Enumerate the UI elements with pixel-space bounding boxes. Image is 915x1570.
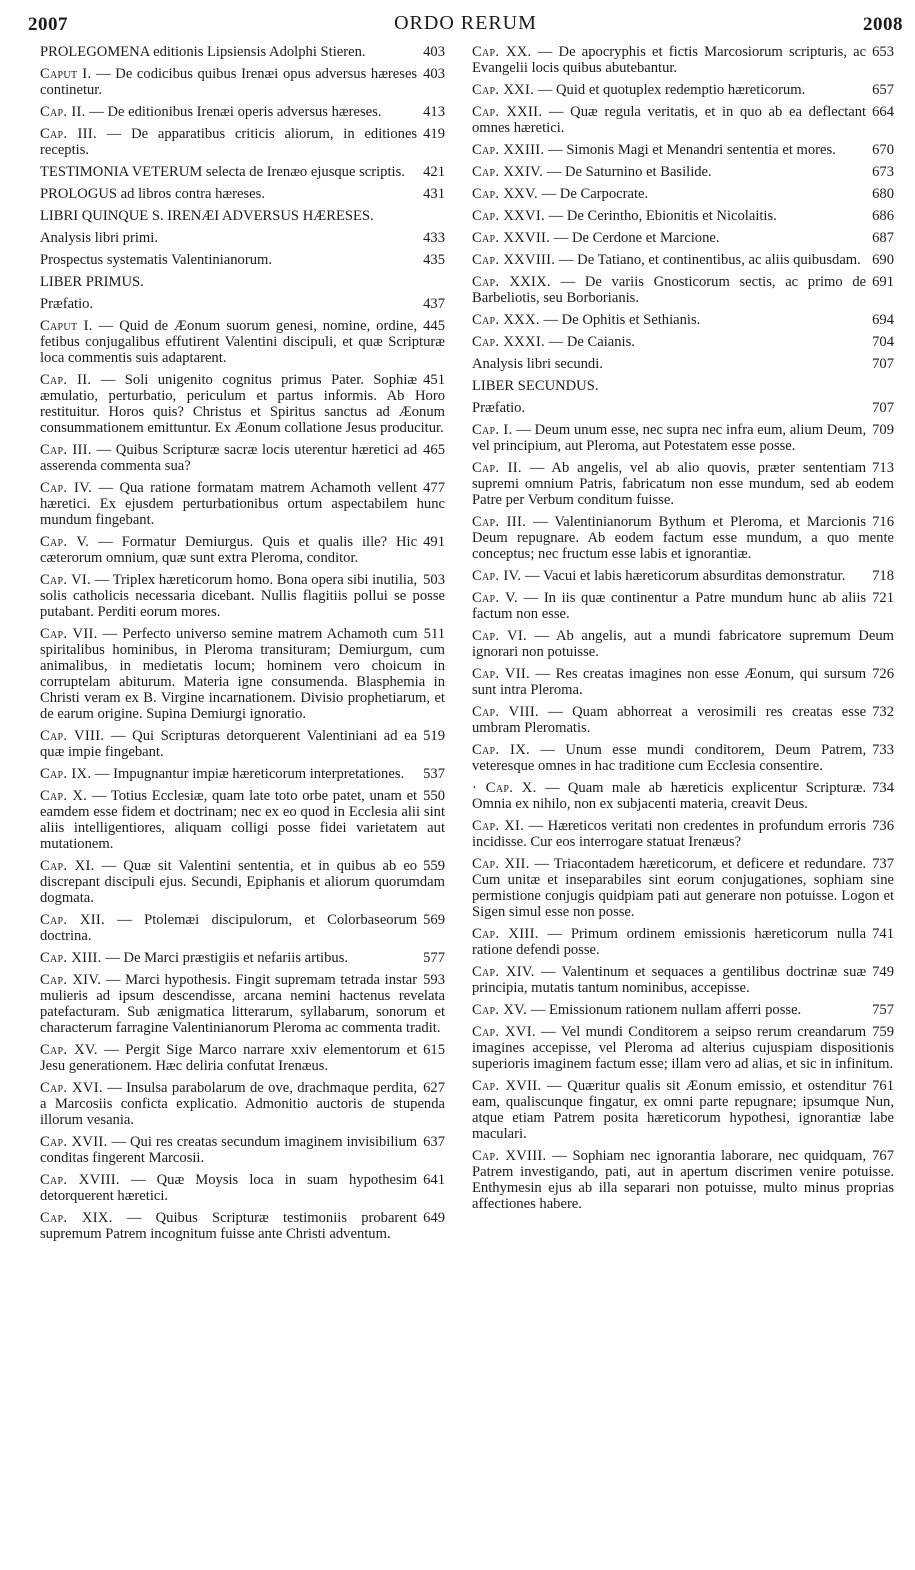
toc-entry — [40, 126, 445, 158]
chapter-label: Cap. XXIX. — [472, 274, 551, 290]
toc-entry — [40, 252, 445, 268]
chapter-title: — Hæreticos veritati non credentes in profundum erroris incidisse. Cur eos interrogare statuat Irenæus? — [472, 818, 867, 850]
toc-entry — [472, 666, 894, 698]
chapter-label: Cap. XIII. — [40, 950, 102, 966]
toc-page-ref: 593 — [423, 972, 445, 988]
toc-page-ref: 445 — [423, 318, 445, 334]
toc-entry — [40, 1172, 445, 1204]
toc-entry — [472, 1078, 894, 1142]
toc-page-ref: 670 — [872, 142, 894, 158]
chapter-title: — Ptolemæi discipulorum, et Colorbaseorum doctrina. — [40, 912, 418, 944]
chapter-title: — Vacui et labis hæreticorum absurditas demonstratur. — [525, 568, 846, 584]
right-page-number: 2008 — [863, 14, 903, 35]
chapter-title: TESTIMONIA VETERUM selecta de Irenæo ejusque scriptis. — [40, 164, 405, 180]
toc-entry — [472, 334, 894, 350]
chapter-label: Cap. II. — [40, 372, 92, 388]
right-column — [472, 44, 894, 1562]
toc-entry — [472, 208, 894, 224]
chapter-title: — Valentinum et sequaces a gentilibus doctrinæ suæ principia, mutatis tantum nominibus, accepisse. — [472, 964, 867, 996]
toc-page-ref: 759 — [872, 1024, 894, 1040]
toc-page-ref: 569 — [423, 912, 445, 928]
toc-entry — [40, 972, 445, 1036]
chapter-title: — Quæ regula veritatis, et in quo ab ea deflectant omnes hæretici. — [472, 104, 867, 136]
toc-entry — [40, 912, 445, 944]
chapter-title: — Quid de Æonum suorum genesi, nomine, ordine, fetibus conjugalibus effutirent Valentini discipuli, et quæ Scripturæ loca commentis suis adaptarent. — [40, 318, 445, 366]
toc-entry — [472, 186, 894, 202]
toc-page-ref: 726 — [872, 666, 894, 682]
toc-page-ref: 537 — [423, 766, 445, 782]
toc-entry — [472, 590, 894, 622]
toc-page-ref: 559 — [423, 858, 445, 874]
chapter-label: Cap. X. — [40, 788, 88, 804]
chapter-title: — De apocryphis et fictis Marcosiorum scripturis, ac Evangelii locis quibus abutebantur. — [472, 44, 867, 76]
chapter-title: — De Carpocrate. — [541, 186, 649, 202]
chapter-label: Cap. XXXI. — [472, 334, 545, 350]
toc-entry — [40, 442, 445, 474]
toc-page-ref: 649 — [423, 1210, 445, 1226]
toc-page-ref: 709 — [872, 422, 894, 438]
toc-entry — [472, 460, 894, 508]
chapter-title: — Emissionum rationem nullam afferri posse. — [530, 1002, 802, 1018]
toc-entry — [40, 296, 445, 312]
chapter-title: — Marci hypothesis. Fingit supremam tetrada instar mulieris ad ipsum descendisse, arcana nemini hactenus revelata patefacturam. Sub ænigmatica litterarum, syllabarum, sonorum et characterum farragine Valentinianorum Pleroma ac commenta tradit. — [40, 972, 445, 1036]
chapter-title: — De Caianis. — [548, 334, 635, 350]
toc-entry — [40, 950, 445, 966]
chapter-label: · Cap. X. — [472, 780, 537, 796]
chapter-title: Analysis libri secundi. — [472, 356, 603, 372]
chapter-label: Cap. XXVIII. — [472, 252, 556, 268]
toc-page-ref: 465 — [423, 442, 445, 458]
chapter-title: — Deum unum esse, nec supra nec infra eum, alium Deum, vel principium, aut Pleroma, aut Potestatem esse posse. — [472, 422, 867, 454]
chapter-label: Cap. V. — [40, 534, 90, 550]
toc-page-ref: 737 — [872, 856, 894, 872]
chapter-title: — De apparatibus criticis aliorum, in editiones receptis. — [40, 126, 418, 158]
chapter-label: Cap. XVII. — [40, 1134, 108, 1150]
chapter-label: Cap. III. — [40, 126, 97, 142]
toc-page-ref: 757 — [872, 1002, 894, 1018]
chapter-title: — Quam male ab hæreticis explicentur Scripturæ. Omnia ex nihilo, non ex subjacenti materia, creavit Deus. — [472, 780, 867, 812]
toc-entry — [40, 1210, 445, 1242]
chapter-title: — Pergit Sige Marco narrare xxiv elementorum et Jesu generationem. Hæc deliria confutat Irenæus. — [40, 1042, 418, 1074]
toc-entry — [40, 1134, 445, 1166]
running-title: ORDO RERUM — [394, 12, 537, 34]
toc-entry — [472, 628, 894, 660]
chapter-label: Cap. XVIII. — [472, 1148, 547, 1164]
chapter-title: Præfatio. — [472, 400, 526, 416]
chapter-label: Cap. XXII. — [472, 104, 543, 120]
chapter-title: — In iis quæ continentur a Patre mundum hunc ab aliis factum non esse. — [472, 590, 867, 622]
chapter-label: Cap. VIII. — [40, 728, 105, 744]
toc-entry — [40, 766, 445, 782]
chapter-label: Cap. XVI. — [40, 1080, 103, 1096]
chapter-title: — De codicibus quibus Irenæi opus adversus hæreses continetur. — [40, 66, 418, 98]
chapter-label: Cap. XIX. — [40, 1210, 113, 1226]
toc-entry — [472, 856, 894, 920]
toc-page-ref: 707 — [872, 356, 894, 372]
toc-page-ref: 732 — [872, 704, 894, 720]
toc-entry — [472, 514, 894, 562]
toc-entry — [472, 818, 894, 850]
chapter-label: Cap. XII. — [40, 912, 106, 928]
toc-entry — [40, 44, 445, 60]
toc-page-ref: 694 — [872, 312, 894, 328]
toc-page-ref: 550 — [423, 788, 445, 804]
chapter-label: Cap. VII. — [472, 666, 531, 682]
toc-entry — [40, 626, 445, 722]
chapter-label: Cap. XXVI. — [472, 208, 545, 224]
chapter-title: — Triplex hæreticorum homo. Bona opera sibi inutilia, solis catholicis necessaria dicebant. Nullis flagitiis pollui se posse putabant. Perditi eorum mores. — [40, 572, 445, 620]
chapter-label: Cap. III. — [472, 514, 527, 530]
toc-entry — [40, 104, 445, 120]
chapter-label: Cap. XVIII. — [40, 1172, 120, 1188]
chapter-title: LIBER PRIMUS. — [40, 274, 144, 290]
toc-entry — [472, 742, 894, 774]
chapter-label: Cap. XXIII. — [472, 142, 545, 158]
chapter-label: Cap. VII. — [40, 626, 98, 642]
chapter-title: — Valentinianorum Bythum et Pleroma, et Marcionis Deum repugnare. Ab eodem factum esse mundum, a quo mente conceptus; nec fructum esse labis et ignorantiæ. — [472, 514, 894, 562]
chapter-title: — De Saturnino et Basilide. — [546, 164, 712, 180]
toc-page-ref: 577 — [423, 950, 445, 966]
chapter-label: Cap. VI. — [40, 572, 92, 588]
chapter-label: Cap. IV. — [472, 568, 522, 584]
toc-page-ref: 435 — [423, 252, 445, 268]
toc-page-ref: 741 — [872, 926, 894, 942]
toc-entry — [472, 274, 894, 306]
toc-entry — [472, 252, 894, 268]
chapter-title: — Quam abhorreat a verosimili res creatas esse umbram Pleromatis. — [472, 704, 867, 736]
chapter-title: Analysis libri primi. — [40, 230, 158, 246]
toc-entry — [472, 230, 894, 246]
chapter-label: Cap. VIII. — [472, 704, 539, 720]
toc-entry — [40, 164, 445, 180]
toc-page-ref: 477 — [423, 480, 445, 496]
toc-entry — [472, 312, 894, 328]
chapter-title: — Res creatas imagines non esse Æonum, qui sursum sunt intra Pleroma. — [472, 666, 867, 698]
chapter-label: Cap. XI. — [40, 858, 95, 874]
toc-page-ref: 403 — [423, 66, 445, 82]
chapter-title: — De Marci præstigiis et nefariis artibus. — [105, 950, 349, 966]
left-column — [40, 44, 445, 1562]
chapter-label: Cap. XX. — [472, 44, 532, 60]
toc-page-ref: 641 — [423, 1172, 445, 1188]
chapter-title: — Quæ Moysis loca in suam hypothesim detorquerent hæretici. — [40, 1172, 418, 1204]
chapter-label: Cap. XIV. — [472, 964, 535, 980]
chapter-title: — Totius Ecclesiæ, quam late toto orbe patet, unam et eamdem esse fidem et doctrinam; nec ex eo quod in Ecclesia alii sint aliis intelligentiores, aliquam colligi posse fidei varietatem aut mutationem. — [40, 788, 445, 852]
chapter-title: PROLEGOMENA editionis Lipsiensis Adolphi Stieren. — [40, 44, 366, 60]
chapter-label: Cap. XXIV. — [472, 164, 544, 180]
toc-page-ref: 716 — [872, 514, 894, 530]
toc-entry — [472, 926, 894, 958]
toc-entry — [472, 356, 894, 372]
chapter-label: Cap. XI. — [472, 818, 525, 834]
toc-page-ref: 413 — [423, 104, 445, 120]
toc-page-ref: 637 — [423, 1134, 445, 1150]
chapter-label: Cap. IX. — [40, 766, 92, 782]
chapter-title: — Insulsa parabolarum de ove, drachmaque perdita, a Marcosiis conficta explicatio. Admonitio auctoris de stupenda illorum vesania. — [40, 1080, 445, 1128]
toc-page-ref: 673 — [872, 164, 894, 180]
toc-page-ref: 451 — [423, 372, 445, 388]
toc-page-ref: 657 — [872, 82, 894, 98]
toc-page-ref: 680 — [872, 186, 894, 202]
toc-entry — [472, 1002, 894, 1018]
chapter-title: LIBER SECUNDUS. — [472, 378, 599, 394]
toc-page-ref: 761 — [872, 1078, 894, 1094]
chapter-title: — Quid et quotuplex redemptio hæreticorum. — [537, 82, 806, 98]
toc-page-ref: 691 — [872, 274, 894, 290]
toc-page-ref: 733 — [872, 742, 894, 758]
chapter-label: Cap. IX. — [472, 742, 530, 758]
toc-page-ref: 503 — [423, 572, 445, 588]
chapter-label: Cap. XII. — [472, 856, 530, 872]
toc-page-ref: 491 — [423, 534, 445, 550]
chapter-title: LIBRI QUINQUE S. IRENÆI ADVERSUS HÆRESES. — [40, 208, 374, 224]
toc-page-ref: 736 — [872, 818, 894, 834]
toc-page-ref: 687 — [872, 230, 894, 246]
toc-page-ref: 431 — [423, 186, 445, 202]
chapter-title: — Vel mundi Conditorem a seipso rerum creandarum imagines accepisse, vel Pleroma ad alterius cujuspiam dispositionis superioris imaginem factum esse; illam vero ad alias, et sic in infinitum. — [472, 1024, 894, 1072]
chapter-label: Cap. V. — [472, 590, 518, 606]
toc-page-ref: 664 — [872, 104, 894, 120]
chapter-label: Caput I. — [40, 318, 93, 334]
chapter-title: — De variis Gnosticorum sectis, ac primo de Barbeliotis, seu Borborianis. — [472, 274, 867, 306]
chapter-title: — De Ophitis et Sethianis. — [543, 312, 701, 328]
chapter-label: Cap. XVI. — [472, 1024, 536, 1040]
toc-entry — [40, 372, 445, 436]
toc-page-ref: 421 — [423, 164, 445, 180]
toc-entry — [472, 964, 894, 996]
chapter-title: — Simonis Magi et Menandri sententia et mores. — [548, 142, 836, 158]
toc-page-ref: 511 — [423, 626, 445, 642]
chapter-title: — Sophiam nec ignorantia laborare, nec quidquam, Patrem investigando, pati, aut in apertum discrimen venire potuisse. Enthymesin ejus ab illa separari non potuisse, multo minus proprias affectiones habere. — [472, 1148, 894, 1212]
chapter-title: — Ab angelis, aut a mundi fabricatore supremum Deum ignorari non potuisse. — [472, 628, 895, 660]
toc-entry — [40, 318, 445, 366]
chapter-label: Cap. XIII. — [472, 926, 539, 942]
chapter-label: Cap. XXX. — [472, 312, 540, 328]
chapter-label: Cap. XXV. — [472, 186, 538, 202]
toc-entry — [40, 534, 445, 566]
toc-entry — [472, 164, 894, 180]
page-header — [28, 8, 903, 38]
chapter-title: — De Tatiano, et continentibus, ac aliis quibusdam. — [558, 252, 861, 268]
toc-page-ref: 718 — [872, 568, 894, 584]
toc-entry — [472, 378, 894, 394]
toc-entry — [472, 422, 894, 454]
chapter-title: — De editionibus Irenæi operis adversus hæreses. — [89, 104, 382, 120]
chapter-title: — Quæ sit Valentini sententia, et in quibus ab eo discrepant discipuli ejus. Secundi, Epiphanis et aliorum quorumdam dogmata. — [40, 858, 445, 906]
toc-page-ref: 615 — [423, 1042, 445, 1058]
chapter-title: — Triacontadem hæreticorum, et deficere et redundare. Cum unitæ et inseparabiles sint eorum conjugationes, sophiam sine permistione conjugis quidpiam pati aut generare non potuisse. Logon et Sigen simul esse non posse. — [472, 856, 894, 920]
chapter-label: Cap. XXVII. — [472, 230, 551, 246]
chapter-title: — Primum ordinem emissionis hæreticorum nulla ratione defendi posse. — [472, 926, 867, 958]
chapter-title: — Soli unigenito cognitus primus Pater. Sophiæ æmulatio, perturbatio, periculum et partus informis. Ab Horo restituitur. Horos quis? Christus et Spiritus sanctus ad Æonum consummationem emittuntur. Ex Æonum collatione Jesus producitur. — [40, 372, 445, 436]
toc-page-ref: 627 — [423, 1080, 445, 1096]
chapter-title: Prospectus systematis Valentinianorum. — [40, 252, 272, 268]
chapter-title: — Impugnantur impiæ hæreticorum interpretationes. — [94, 766, 405, 782]
toc-entry — [472, 568, 894, 584]
toc-page-ref: 704 — [872, 334, 894, 350]
toc-page-ref: 519 — [423, 728, 445, 744]
toc-entry — [40, 66, 445, 98]
chapter-title: — Perfecto universo semine matrem Achamoth cum spiritalibus hominibus, in Pleroma transituram; Demiurgum, cum animalibus, in medietatis locum; hominem vero choicum in corruptelam abiturum. Materia igne consumenda. Blasphemia in Christi veram ex B. Virgine incarnationem. Divisio prophetiarum, et de earum origine. Supina Demiurgi ignoratio. — [40, 626, 445, 722]
chapter-title: Præfatio. — [40, 296, 94, 312]
chapter-title: — Qua ratione formatam matrem Achamoth vellent hæretici. Ex ejusdem perturbationibus ortum aspectabilem hunc mundum fingebant. — [40, 480, 445, 528]
toc-page-ref: 749 — [872, 964, 894, 980]
toc-page-ref: 653 — [872, 44, 894, 60]
chapter-title: — Unum esse mundi conditorem, Deum Patrem, veteresque omnes in hac traditione cum Ecclesia consentire. — [472, 742, 867, 774]
toc-page-ref: 437 — [423, 296, 445, 312]
chapter-title: — Qui Scripturas detorquerent Valentiniani ad ea quæ impie fingebant. — [40, 728, 418, 760]
toc-entry — [40, 480, 445, 528]
toc-page-ref: 686 — [872, 208, 894, 224]
toc-entry — [472, 44, 894, 76]
toc-page-ref: 433 — [423, 230, 445, 246]
chapter-title: — De Cerdone et Marcione. — [553, 230, 720, 246]
chapter-title: PROLOGUS ad libros contra hæreses. — [40, 186, 265, 202]
toc-entry — [472, 142, 894, 158]
toc-page-ref: 707 — [872, 400, 894, 416]
chapter-label: Cap. II. — [472, 460, 522, 476]
toc-page-ref: 721 — [872, 590, 894, 606]
toc-entry — [40, 572, 445, 620]
toc-page-ref: 713 — [872, 460, 894, 476]
toc-entry — [40, 230, 445, 246]
toc-page-ref: 734 — [872, 780, 894, 796]
toc-entry — [472, 1024, 894, 1072]
toc-entry — [40, 1080, 445, 1128]
chapter-title: — Qui res creatas secundum imaginem invisibilium conditas fingerent Marcosii. — [40, 1134, 418, 1166]
toc-entry — [472, 104, 894, 136]
chapter-title: — Formatur Demiurgus. Quis et qualis ille? Hic cæterorum omnium, quæ sunt extra Pleroma, conditor. — [40, 534, 418, 566]
toc-entry — [40, 788, 445, 852]
left-page-number: 2007 — [28, 14, 68, 35]
chapter-title: — De Cerintho, Ebionitis et Nicolaitis. — [548, 208, 777, 224]
toc-entry — [472, 1148, 894, 1212]
chapter-label: Cap. II. — [40, 104, 86, 120]
toc-page-ref: 767 — [872, 1148, 894, 1164]
chapter-label: Cap. XVII. — [472, 1078, 542, 1094]
toc-entry — [40, 274, 445, 290]
toc-page-ref: 690 — [872, 252, 894, 268]
chapter-label: Cap. XV. — [472, 1002, 528, 1018]
toc-entry — [40, 208, 445, 224]
toc-entry — [40, 1042, 445, 1074]
toc-entry — [472, 704, 894, 736]
toc-entry — [40, 728, 445, 760]
toc-entry — [40, 186, 445, 202]
toc-entry — [472, 780, 894, 812]
chapter-label: Cap. III. — [40, 442, 92, 458]
toc-entry — [40, 858, 445, 906]
toc-page-ref: 419 — [423, 126, 445, 142]
chapter-label: Cap. XIV. — [40, 972, 102, 988]
chapter-label: Cap. I. — [472, 422, 513, 438]
chapter-label: Caput I. — [40, 66, 92, 82]
toc-entry — [472, 82, 894, 98]
chapter-label: Cap. VI. — [472, 628, 527, 644]
toc-page-ref: 403 — [423, 44, 445, 60]
chapter-label: Cap. XV. — [40, 1042, 98, 1058]
chapter-title: — Quæritur qualis sit Æonum emissio, et ostenditur eam, qualiscunque fingatur, ex omni parte repugnare; ipsumque Nun, atque etiam Patrem posita hæreticorum hypothesi, ignorantiæ labe maculari. — [472, 1078, 894, 1142]
chapter-title: — Quibus Scripturæ testimoniis probarent supremum Patrem incognitum fuisse ante Christi adventum. — [40, 1210, 418, 1242]
chapter-label: Cap. IV. — [40, 480, 93, 496]
chapter-label: Cap. XXI. — [472, 82, 535, 98]
chapter-title: — Quibus Scripturæ sacræ locis uterentur hæretici ad asserenda commenta sua? — [40, 442, 418, 474]
chapter-title: — Ab angelis, vel ab alio quovis, præter sententiam supremi omnium Patris, fabricatum non esse mundum, sed ab eodem Patre per Verbum conditum fuisse. — [472, 460, 894, 508]
toc-entry — [472, 400, 894, 416]
